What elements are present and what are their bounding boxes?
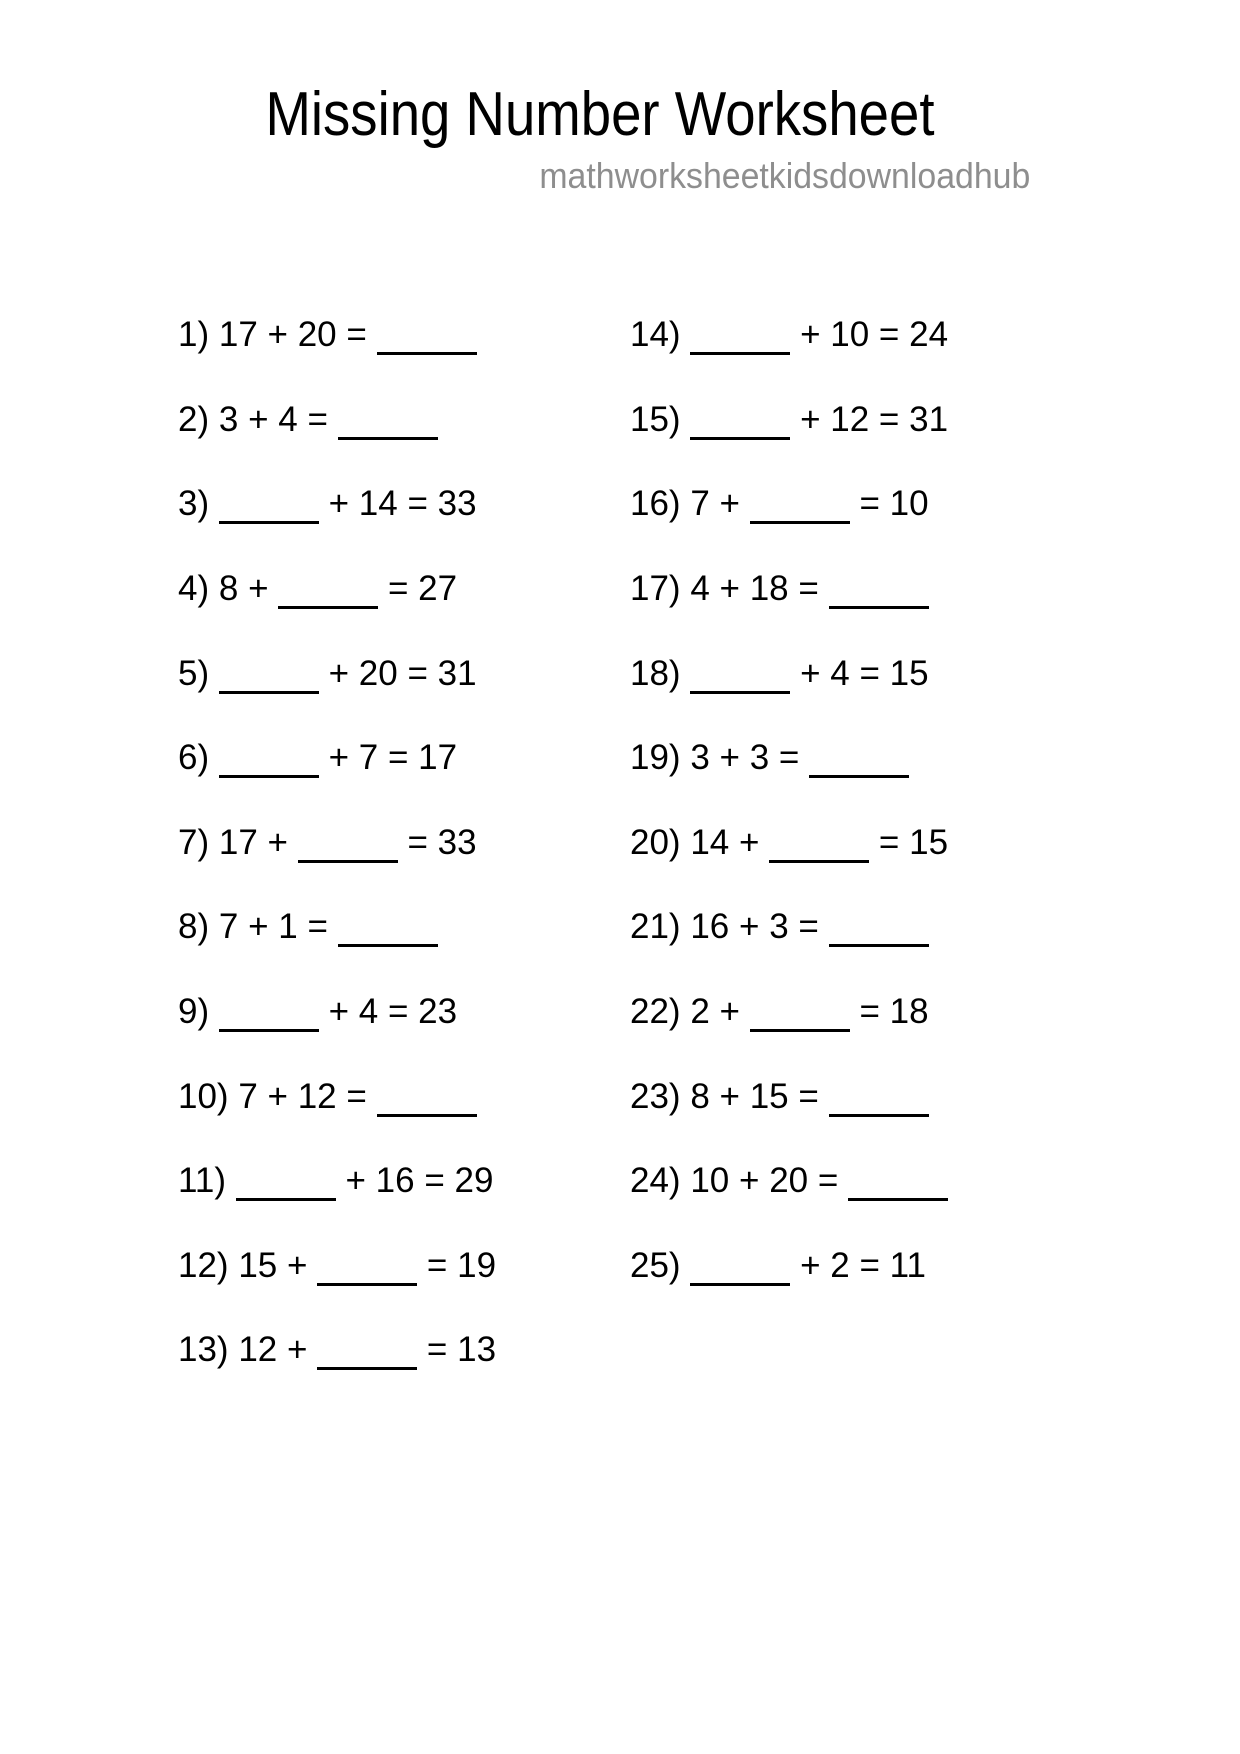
problem-text: 1) 17 + 20 =: [178, 317, 477, 355]
problem-row: [630, 379, 948, 464]
answer-blank: [690, 691, 790, 694]
answer-blank: [219, 775, 319, 778]
problem-row: [630, 1225, 948, 1310]
answer-blank: [377, 352, 477, 355]
problem-row: [178, 379, 496, 464]
answer-blank: [317, 1367, 417, 1370]
problem-text: 21) 16 + 3 =: [630, 909, 929, 947]
problem-row: [178, 971, 496, 1056]
answer-blank: [690, 1283, 790, 1286]
problem-text: 22) 2 + = 18: [630, 992, 929, 1032]
problem-text: 5) + 20 = 31: [178, 653, 477, 693]
answer-blank: [809, 775, 909, 778]
answer-blank: [750, 1029, 850, 1032]
answer-blank: [750, 521, 850, 524]
problem-row: [178, 632, 496, 717]
answer-blank: [829, 944, 929, 947]
problem-row: [630, 463, 948, 548]
problem-text: 25) + 2 = 11: [630, 1245, 926, 1285]
problem-row: [178, 717, 496, 802]
problem-row: [630, 717, 948, 802]
answer-blank: [219, 1029, 319, 1032]
problem-row: [178, 1055, 496, 1140]
problem-text: 19) 3 + 3 =: [630, 740, 909, 778]
answer-blank: [848, 1198, 948, 1201]
problem-text: 16) 7 + = 10: [630, 484, 929, 524]
problem-text: 3) + 14 = 33: [178, 484, 477, 524]
problem-row: [178, 1225, 496, 1310]
problem-row: [630, 802, 948, 887]
worksheet-title: Missing Number Worksheet: [265, 80, 935, 149]
problem-text: 23) 8 + 15 =: [630, 1079, 929, 1117]
problem-row: [178, 548, 496, 633]
answer-blank: [278, 606, 378, 609]
problem-text: 4) 8 + = 27: [178, 569, 458, 609]
problem-text: 9) + 4 = 23: [178, 992, 458, 1032]
problem-row: [178, 802, 496, 887]
problem-row: [178, 1140, 496, 1225]
problem-row: [630, 971, 948, 1056]
problems-column-left: [178, 294, 496, 1394]
answer-blank: [317, 1283, 417, 1286]
problem-row: [630, 294, 948, 379]
problem-row: [630, 886, 948, 971]
problem-text: 14) + 10 = 24: [630, 315, 949, 355]
problem-text: 13) 12 + = 13: [178, 1330, 497, 1370]
worksheet-watermark: mathworksheetkidsdownloadhub: [539, 155, 1030, 196]
problem-text: 12) 15 + = 19: [178, 1245, 497, 1285]
problem-text: 11) + 16 = 29: [178, 1161, 494, 1201]
answer-blank: [236, 1198, 336, 1201]
problem-row: [630, 1055, 948, 1140]
answer-blank: [219, 521, 319, 524]
problem-text: 8) 7 + 1 =: [178, 909, 438, 947]
problem-text: 18) + 4 = 15: [630, 653, 929, 693]
problem-row: [178, 1309, 496, 1394]
problem-text: 20) 14 + = 15: [630, 822, 949, 862]
problem-row: [630, 632, 948, 717]
problem-row: [178, 886, 496, 971]
problem-text: 7) 17 + = 33: [178, 822, 477, 862]
answer-blank: [219, 691, 319, 694]
answer-blank: [829, 606, 929, 609]
answer-blank: [338, 437, 438, 440]
problem-row: [630, 1140, 948, 1225]
answer-blank: [338, 944, 438, 947]
answer-blank: [829, 1114, 929, 1117]
problem-row: [178, 294, 496, 379]
answer-blank: [769, 860, 869, 863]
problem-text: 15) + 12 = 31: [630, 399, 949, 439]
answer-blank: [377, 1114, 477, 1117]
answer-blank: [690, 352, 790, 355]
problem-row: [178, 463, 496, 548]
answer-blank: [690, 437, 790, 440]
answer-blank: [298, 860, 398, 863]
problem-text: 17) 4 + 18 =: [630, 571, 929, 609]
problem-row: [630, 548, 948, 633]
problems-column-right: [630, 294, 948, 1309]
problem-text: 2) 3 + 4 =: [178, 402, 438, 440]
problem-text: 6) + 7 = 17: [178, 738, 458, 778]
problem-text: 10) 7 + 12 =: [178, 1079, 477, 1117]
problem-text: 24) 10 + 20 =: [630, 1163, 948, 1201]
